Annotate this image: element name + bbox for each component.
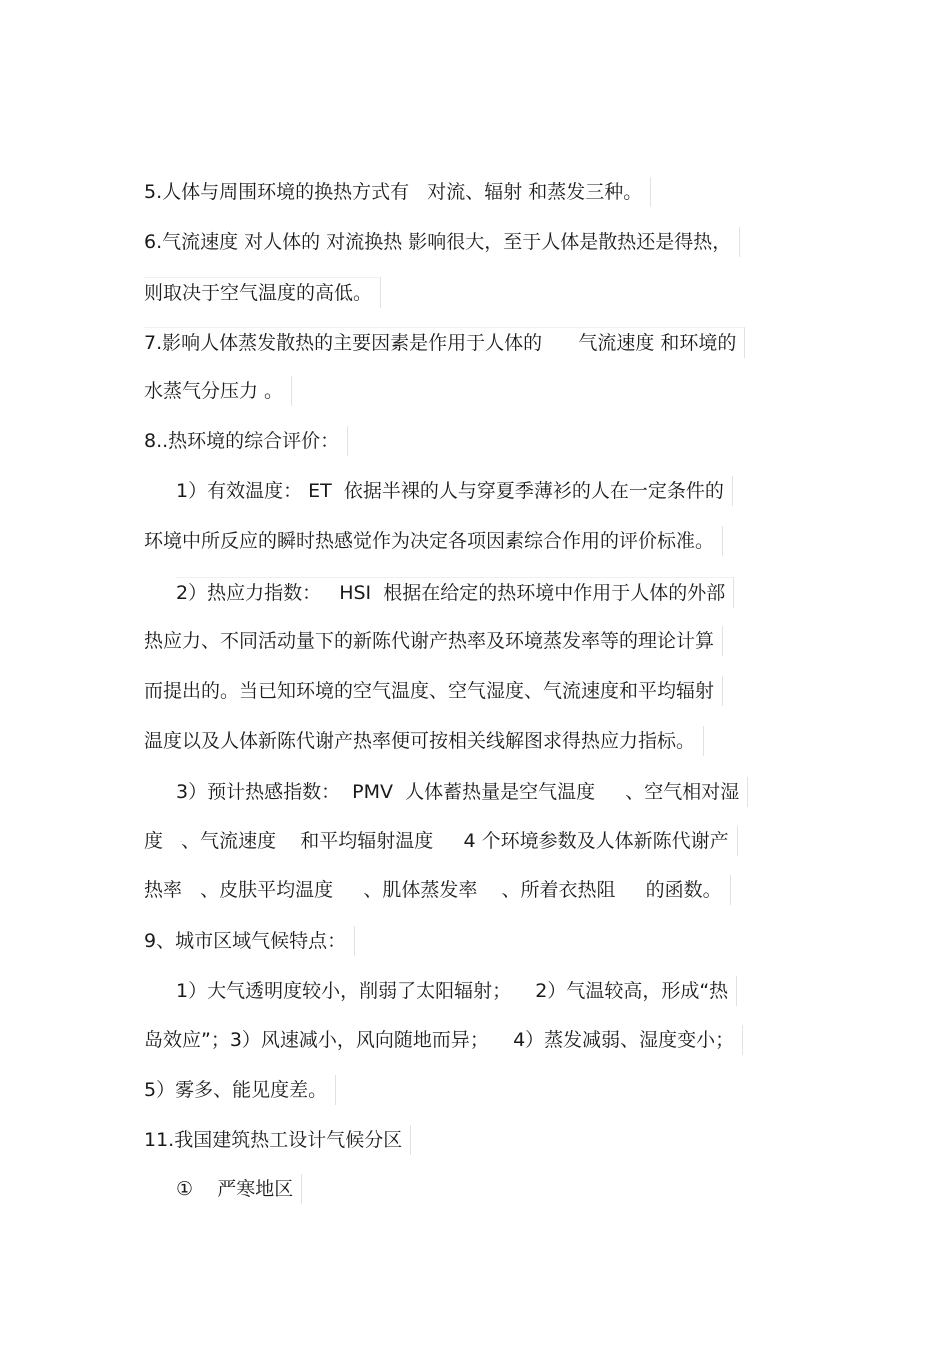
heading-8: 8..热环境的综合评价： <box>144 426 348 456</box>
text-line-9c: 5）雾多、能见度差。 <box>144 1075 336 1105</box>
text-line-9b: 岛效应”；3）风速减小，风向随地而异； 4）蒸发减弱、湿度变小； <box>144 1025 743 1055</box>
text-line-8-2b: 热应力、不同活动量下的新陈代谢产热率及环境蒸发率等的理论计算 <box>144 626 723 656</box>
text-line-8-2c: 而提出的。当已知环境的空气温度、空气湿度、气流速度和平均辐射 <box>144 676 723 706</box>
list-item-1: ① 严寒地区 <box>176 1174 302 1204</box>
text-line-8-3c: 热率 、皮肤平均温度 、肌体蒸发率 、所着衣热阻 的函数。 <box>144 875 731 905</box>
text-line-6a: 6.气流速度 对人体的 对流换热 影响很大，至于人体是散热还是得热， <box>144 227 740 257</box>
text-line-8-2d: 温度以及人体新陈代谢产热率便可按相关线解图求得热应力指标。 <box>144 726 704 756</box>
text-line-5: 5.人体与周围环境的换热方式有 对流、辐射 和蒸发三种。 <box>144 177 651 207</box>
text-line-8-3a: 3）预计热感指数： PMV 人体蓄热量是空气温度 、空气相对湿 <box>176 777 748 807</box>
text-line-8-3b: 度 、气流速度 和平均辐射温度 4 个环境参数及人体新陈代谢产 <box>144 826 738 856</box>
text-line-8-1b: 环境中所反应的瞬时热感觉作为决定各项因素综合作用的评价标准。 <box>144 526 723 556</box>
text-line-8-1a: 1）有效温度： ET 依据半裸的人与穿夏季薄衫的人在一定条件的 <box>176 476 733 506</box>
text-line-8-2a: 2）热应力指数： HSI 根据在给定的热环境中作用于人体的外部 <box>176 577 734 608</box>
heading-11: 11.我国建筑热工设计气候分区 <box>144 1125 411 1155</box>
heading-9: 9、城市区域气候特点： <box>144 926 355 956</box>
text-line-9a: 1）大气透明度较小，削弱了太阳辐射； 2）气温较高，形成“热 <box>176 976 737 1006</box>
text-line-6b: 则取决于空气温度的高低。 <box>144 277 381 308</box>
text-line-7b: 水蒸气分压力 。 <box>144 376 292 406</box>
text-line-7a: 7.影响人体蒸发散热的主要因素是作用于人体的 气流速度 和环境的 <box>144 327 745 358</box>
